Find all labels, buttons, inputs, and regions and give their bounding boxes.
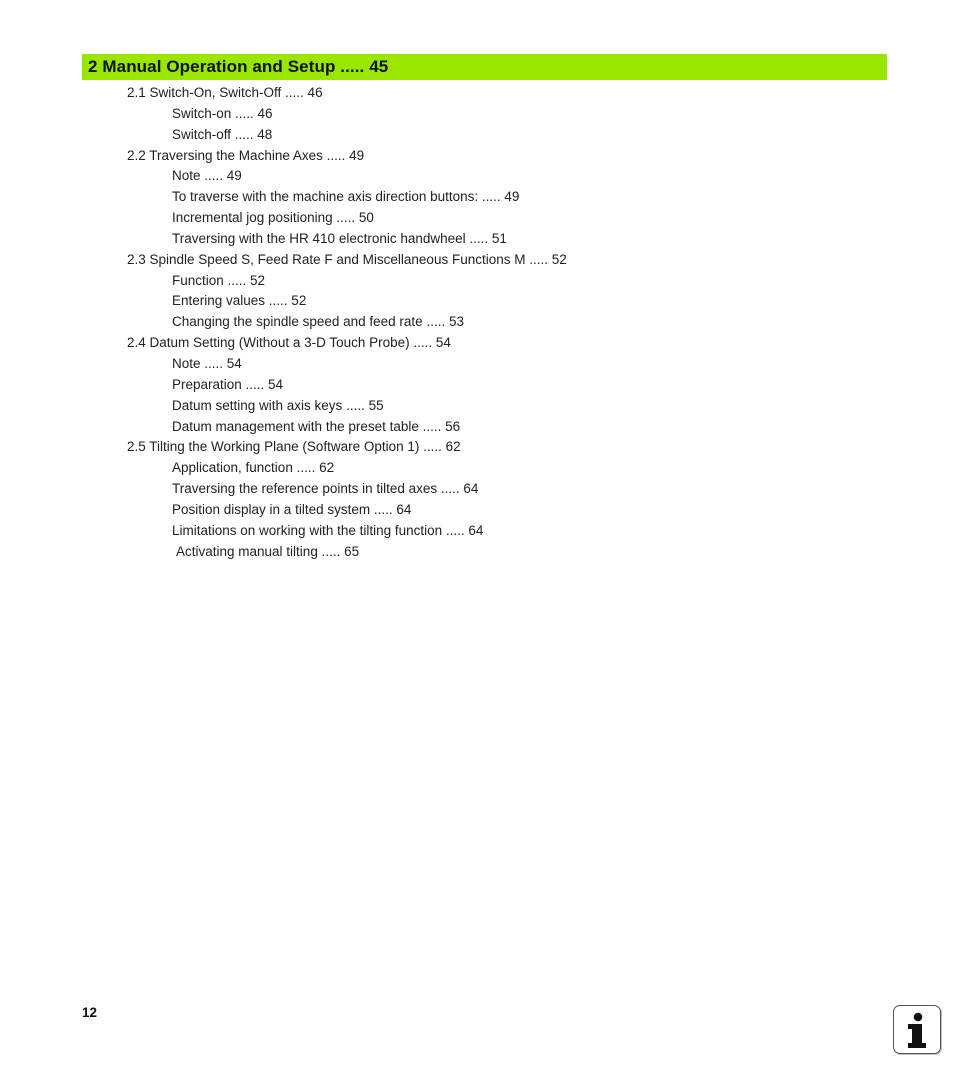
table-of-contents <box>0 83 954 562</box>
toc-subentry[interactable]: Switch-off ..... 48 <box>172 126 273 142</box>
toc-section-2-4[interactable]: 2.4 Datum Setting (Without a 3-D Touch Probe) ..... 54 <box>127 335 451 351</box>
info-icon <box>893 1005 941 1054</box>
toc-subentry[interactable]: Traversing with the HR 410 electronic handwheel ..... 51 <box>172 230 507 246</box>
toc-section-2-1[interactable]: 2.1 Switch-On, Switch-Off ..... 46 <box>127 85 323 100</box>
page-number: 12 <box>82 1005 98 1020</box>
chapter-heading-bar <box>82 54 887 80</box>
toc-subentry[interactable]: Switch-on ..... 46 <box>172 105 273 121</box>
toc-subentry[interactable]: Preparation ..... 54 <box>172 376 284 392</box>
toc-subentry[interactable]: To traverse with the machine axis direction buttons: ..... 49 <box>172 189 520 205</box>
toc-section-2-2[interactable]: 2.2 Traversing the Machine Axes ..... 49 <box>127 147 365 163</box>
toc-subentry[interactable]: Function ..... 52 <box>172 272 266 288</box>
toc-subentry[interactable]: Activating manual tilting ..... 65 <box>176 543 360 559</box>
toc-subentry[interactable]: Note ..... 49 <box>172 168 242 184</box>
toc-subentry[interactable]: Datum management with the preset table ..... 56 <box>172 418 461 434</box>
toc-section-2-3[interactable]: 2.3 Spindle Speed S, Feed Rate F and Miscellaneous Functions M ..... 52 <box>127 251 567 267</box>
toc-section-2-5[interactable]: 2.5 Tilting the Working Plane (Software Option 1) ..... 62 <box>127 439 461 455</box>
info-icon-glyph <box>894 1006 939 1052</box>
toc-subentry[interactable]: Limitations on working with the tilting function ..... 64 <box>172 522 484 538</box>
toc-subentry[interactable]: Traversing the reference points in tilted axes ..... 64 <box>172 481 479 497</box>
toc-subentry[interactable]: Incremental jog positioning ..... 50 <box>172 210 374 226</box>
toc-subentry[interactable]: Note ..... 54 <box>172 355 242 371</box>
toc-subentry[interactable]: Datum setting with axis keys ..... 55 <box>172 397 384 413</box>
toc-subentry[interactable]: Application, function ..... 62 <box>172 460 335 476</box>
toc-subentry[interactable]: Position display in a tilted system ..... 64 <box>172 501 412 517</box>
chapter-title: 2 Manual Operation and Setup ..... 45 <box>88 57 389 76</box>
toc-subentry[interactable]: Entering values ..... 52 <box>172 293 307 309</box>
toc-subentry[interactable]: Changing the spindle speed and feed rate ..... 53 <box>172 314 464 330</box>
